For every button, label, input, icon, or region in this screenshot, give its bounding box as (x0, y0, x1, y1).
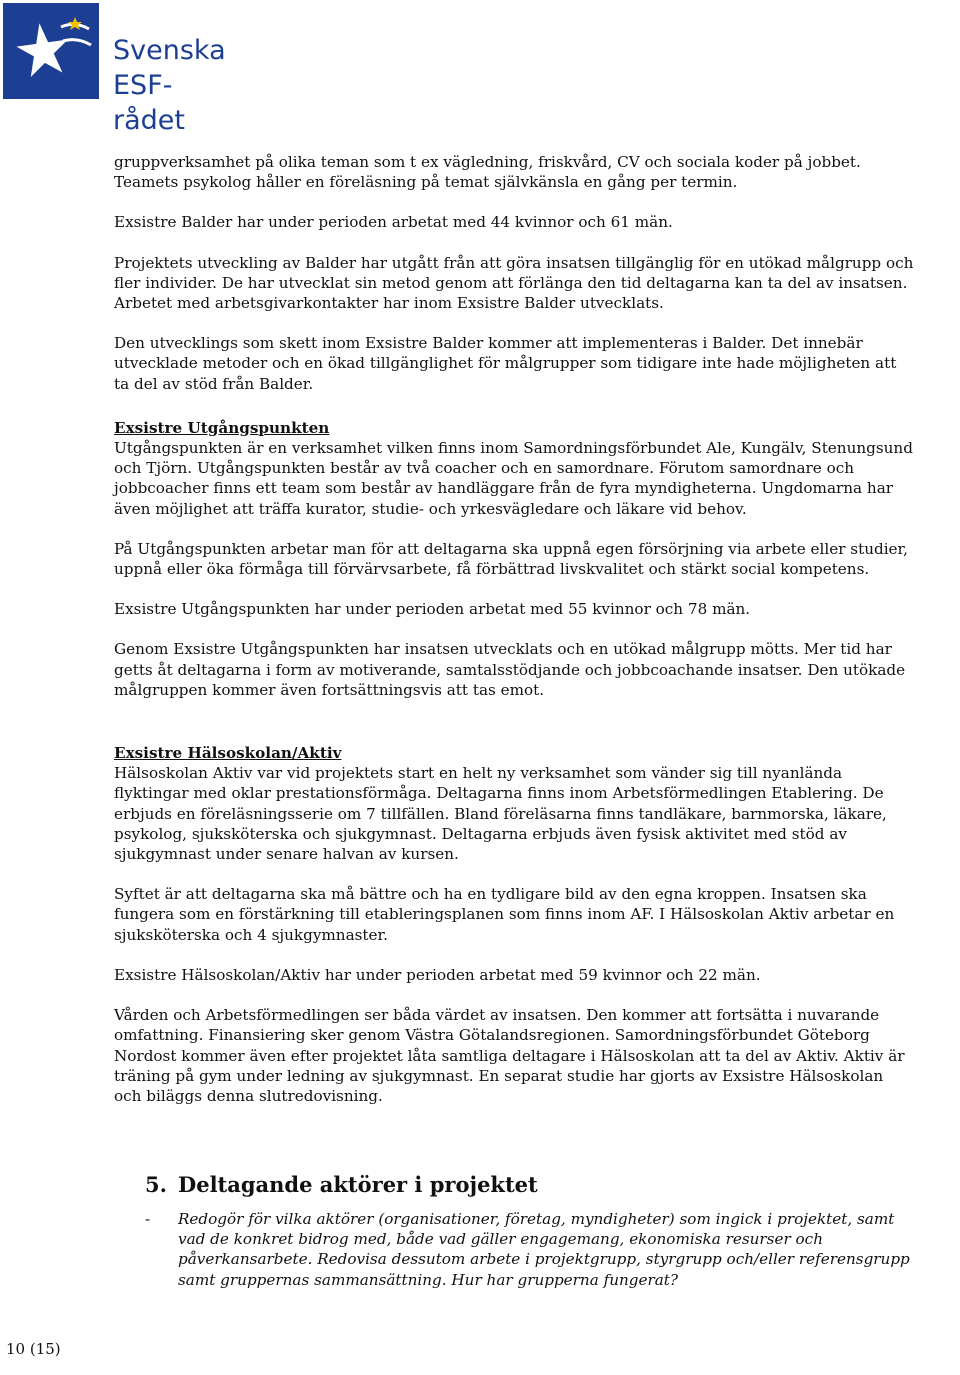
paragraph: På Utgångspunkten arbetar man för att deltagarna ska uppnå egen försörjning via arbete eller studier, uppnå eller öka förmåga till förvärvsarbete, få förbättrad livskvalitet och stärkt social kompetens. (114, 539, 908, 579)
paragraph: Genom Exsistre Utgångspunkten har insatsen utvecklats och en utökad målgrupp mötts. Mer tid har getts åt deltagarna i form av motiverande, samtalsstödjande och jobbcoachande insatser. Den utökade målgruppen kommer även fortsättningsvis att tas emot. (114, 640, 906, 699)
document-body (114, 152, 914, 1126)
instruction-text: Redogör för vilka aktörer (organisationer, företag, myndigheter) som ingick i projektet, samt vad de konkret bidrog med, både vad gäller engagemang, ekonomiska resurser och påverkansarbete. Redovisa dessutom arbete i projektgrupp, styrgrupp och/eller referensgrupp samt gruppernas sammansättning. Hur har grupperna fungerat? (178, 1210, 910, 1289)
paragraph: Vården och Arbetsförmedlingen ser båda värdet av insatsen. Den kommer att fortsätta i nuvarande omfattning. Finansiering sker genom Västra Götalandsregionen. Samordningsförbundet Göteborg Nordost kommer även efter projektet låta samtliga deltagare i Hälsoskolan att ta del av Aktiv. Aktiv är träning på gym under ledning av sjukgymnast. En separat studie har gjorts av Exsistre Hälsoskolan och biläggs denna slutredovisning. (114, 1006, 905, 1105)
logo-wordmark (113, 33, 243, 138)
paragraph: Syftet är att deltagarna ska må bättre och ha en tydligare bild av den egna kroppen. Insatsen ska fungera som en förstärkning till etableringsplanen som finns inom AF. I Hälsoskolan Aktiv arbetar en sjuksköterska och 4 sjukgymnaster. (114, 885, 895, 944)
paragraph: Exsistre Hälsoskolan/Aktiv har under perioden arbetat med 59 kvinnor och 22 män. (114, 965, 761, 984)
esf-logo (3, 3, 243, 136)
logo-line-1: Svenska (113, 35, 226, 66)
logo-line-2: ESF-rådet (113, 70, 185, 136)
section-5 (145, 1172, 925, 1290)
paragraph: Projektets utveckling av Balder har utgått från att göra insatsen tillgänglig för en utökad målgrupp och fler individer. De har utvecklat sin metod genom att förlänga den tid deltagarna kan ta del av insatsen. Arbetet med arbetsgivarkontakter har inom Exsistre Balder utvecklats. (114, 253, 914, 313)
paragraph: gruppverksamhet på olika teman som t ex vägledning, friskvård, CV och sociala koder på jobbet. Teamets psykolog håller en föreläsning på temat självkänsla en gång per termin. (114, 153, 861, 192)
section-title-text: Deltagande aktörer i projektet (178, 1172, 538, 1197)
section-heading-utgangspunkten: Exsistre Utgångspunkten (114, 418, 330, 437)
paragraph: Hälsoskolan Aktiv var vid projektets start en helt ny verksamhet som vänder sig till nyanlända flyktingar med oklar prestationsförmåga. Deltagarna finns inom Arbetsförmedlingen Etablering. De erbjuds en föreläsningsserie om 7 tillfällen. Bland föreläsarna finns tandläkare, barnmorska, läkare, psykolog, sjuksköterska och sjukgymnast. Deltagarna erbjuds även fysisk aktivitet med stöd av sjukgymnast under senare halvan av kursen. (114, 764, 887, 864)
section-number: 5. (145, 1172, 167, 1197)
instruction-item (145, 1209, 925, 1290)
section-heading-halsoskolan: Exsistre Hälsoskolan/Aktiv (114, 744, 342, 763)
section-title (145, 1172, 925, 1197)
paragraph: Exsistre Balder har under perioden arbetat med 44 kvinnor och 61 män. (114, 213, 673, 232)
paragraph: Exsistre Utgångspunkten har under perioden arbetat med 55 kvinnor och 78 män. (114, 600, 751, 619)
paragraph: Den utvecklings som skett inom Exsistre Balder kommer att implementeras i Balder. Det innebär utvecklade metoder och en ökad tillgänglighet för målgrupper som tidigare inte hade möjligheten att ta del av stöd från Balder. (114, 334, 897, 393)
paragraph: Utgångspunkten är en verksamhet vilken finns inom Samordningsförbundet Ale, Kungälv, Stenungsund och Tjörn. Utgångspunkten består av två coacher och en samordnare. Förutom samordnare och jobbcoacher finns ett team som består av handläggare från de fyra myndigheterna. Ungdomarna har även möjlighet att träffa kurator, studie- och yrkesvägledare och läkare vid behov. (114, 439, 913, 518)
page-number: 10 (15) (6, 1340, 61, 1358)
star-logo-icon (3, 3, 99, 99)
dash-bullet: - (145, 1210, 151, 1228)
